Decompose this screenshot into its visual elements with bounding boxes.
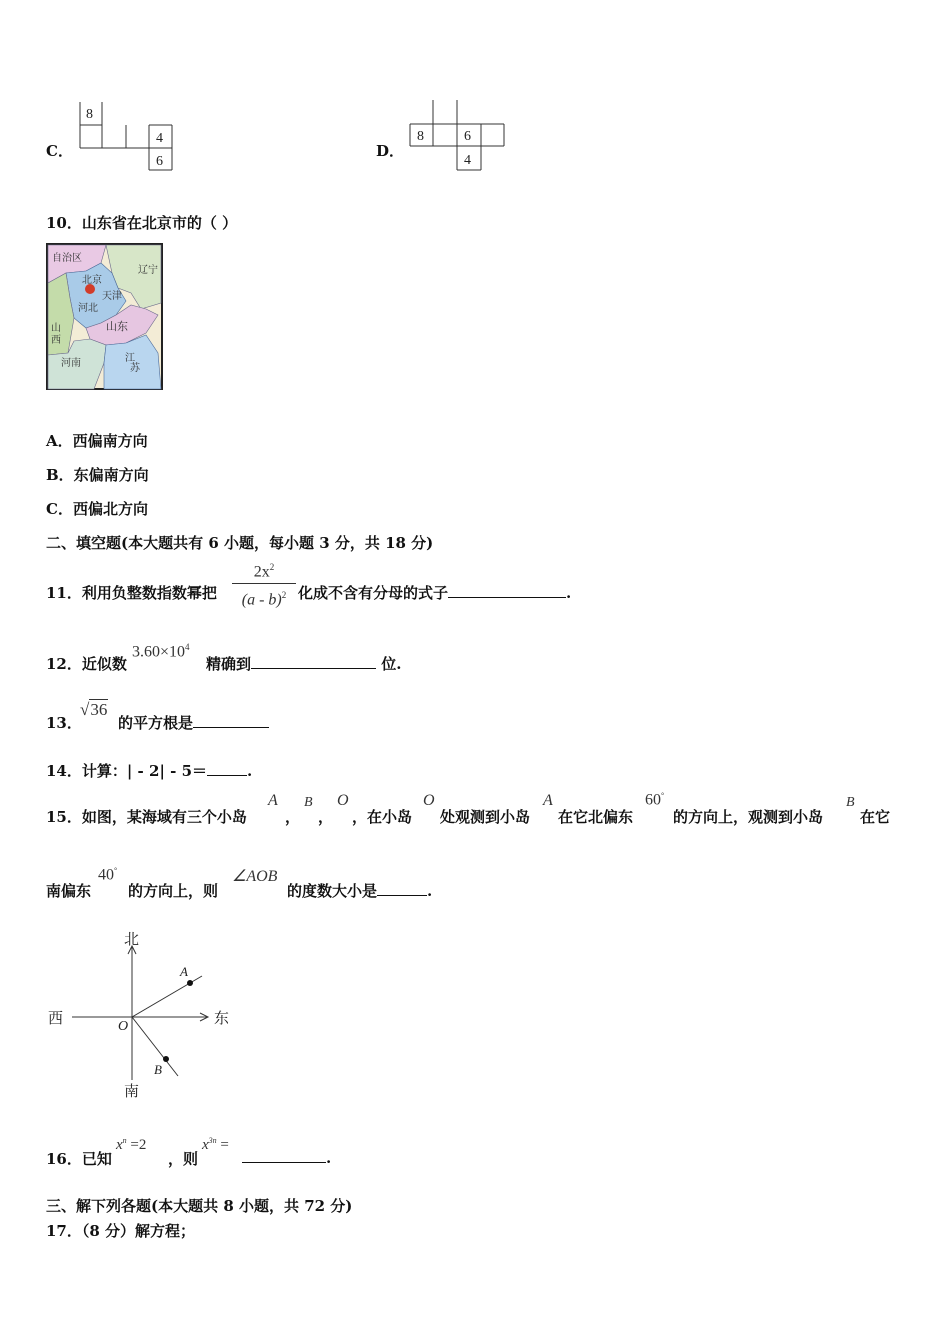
q9-option-d-label: D． — [376, 142, 405, 160]
q14-answer-blank[interactable] — [207, 761, 247, 776]
map-label-su: 苏 — [130, 363, 140, 374]
q15-island-a: A — [268, 792, 278, 809]
q15-t3: 处观测到小岛 — [440, 808, 531, 826]
map-label-hebei: 河北 — [78, 303, 98, 314]
q15-island-b: B — [304, 795, 313, 810]
label-south: 南 — [124, 1084, 140, 1100]
q13-num: 13． — [46, 714, 82, 732]
q15-deg40: 40° — [98, 866, 118, 884]
q15-answer-blank[interactable] — [377, 881, 427, 896]
q15-comma-2: ， — [318, 808, 334, 826]
map-label-zizhiqu: 自治区 — [52, 253, 82, 264]
q15-t9: 的度数大小是 . — [287, 882, 433, 900]
q13-post: 的平方根是 — [118, 712, 269, 733]
q15-t2: ，在小岛 — [352, 808, 413, 826]
label-o: O — [118, 1019, 129, 1034]
q15-t5: 的方向上，观测到小岛 — [673, 808, 824, 826]
q16-answer-blank[interactable] — [242, 1148, 326, 1163]
q15-compass-figure — [44, 928, 244, 1100]
q9-c-cell-6: 6 — [156, 154, 163, 169]
q10-stem: 10．山东省在北京市的（ ） — [46, 214, 238, 232]
q11-post: 化成不含有分母的式子 . — [298, 584, 572, 602]
q15-a-2: A — [543, 792, 553, 809]
q9-option-c-net — [78, 100, 178, 172]
point-a — [187, 980, 193, 986]
q11-answer-blank[interactable] — [448, 583, 566, 598]
map-label-shan: 山 — [51, 323, 61, 334]
map-label-xi: 西 — [51, 335, 61, 346]
q15-t7: 南偏东 — [46, 882, 92, 900]
q13-answer-blank[interactable] — [193, 713, 269, 728]
section-3-title: 三、解下列各题(本大题共 8 小题，共 72 分) — [46, 1197, 353, 1215]
q16-target: $x^{3n}$ = — [202, 1136, 229, 1153]
map-label-beijing: 北京 — [82, 275, 102, 286]
q9-option-c-label: C． — [46, 142, 73, 160]
q9-d-cell-6: 6 — [464, 129, 471, 144]
label-b: B — [154, 1062, 162, 1077]
q13-sqrt: √36 — [80, 700, 108, 719]
q10-option-a: A．西偏南方向 — [46, 432, 148, 450]
q10-option-b: B．东偏南方向 — [46, 466, 149, 484]
q12: 12．近似数 — [46, 655, 127, 673]
point-b — [163, 1056, 169, 1062]
q17: 17．（8 分）解方程； — [46, 1222, 196, 1240]
q15-b-2: B — [846, 795, 855, 810]
label-east: 东 — [214, 1011, 230, 1027]
q9-c-cell-8: 8 — [86, 107, 93, 122]
q15-island-o: O — [337, 792, 349, 809]
q15-deg60: 60° — [645, 791, 665, 809]
q11-fraction: $2x^2$ (a - b)$^2$ — [232, 557, 296, 611]
q15-o-2: O — [423, 792, 435, 809]
q16-given: $x^n =2$ — [116, 1136, 147, 1153]
q15-t4: 在它北偏东 — [558, 808, 634, 826]
q15-num: 15．如图，某海域有三个小岛 — [46, 808, 247, 826]
label-west: 西 — [48, 1011, 64, 1027]
q15-comma-1: ， — [285, 808, 301, 826]
q12-answer-blank[interactable] — [251, 654, 376, 669]
map-label-shandong: 山东 — [106, 321, 128, 333]
q12-post: 精确到 位. — [206, 655, 402, 673]
map-label-jiang: 江 — [125, 353, 135, 364]
label-a: A — [180, 964, 188, 979]
q12-math: $3.60\times 10^4$ — [132, 642, 190, 661]
map-label-henan: 河南 — [61, 358, 81, 369]
q16-mid: ，则 — [168, 1150, 199, 1168]
section-2-title: 二、填空题(本大题共有 6 小题，每小题 3 分，共 18 分) — [46, 534, 434, 552]
q10-option-c: C．西偏北方向 — [46, 500, 148, 518]
q9-c-cell-4: 4 — [156, 131, 163, 146]
map-label-tianjin: 天津 — [102, 291, 122, 302]
q16-blank-wrap: . — [242, 1148, 331, 1167]
q9-d-cell-4: 4 — [464, 153, 471, 168]
q10-map — [46, 243, 164, 391]
q15-t6: 在它 — [860, 808, 891, 826]
map-label-liaoning: 辽宁 — [138, 265, 158, 276]
q16: 16．已知 — [46, 1150, 112, 1168]
q9-d-cell-8: 8 — [417, 129, 424, 144]
q15-angle: ∠AOB — [232, 868, 278, 885]
q15-t8: 的方向上，则 — [128, 882, 219, 900]
q11: 11．利用负整数指数幂把 — [46, 584, 217, 602]
q14: 14．计算：| - 2| - 5＝ . — [46, 762, 253, 780]
label-north: 北 — [124, 932, 140, 948]
q9-option-d-net — [408, 100, 512, 172]
